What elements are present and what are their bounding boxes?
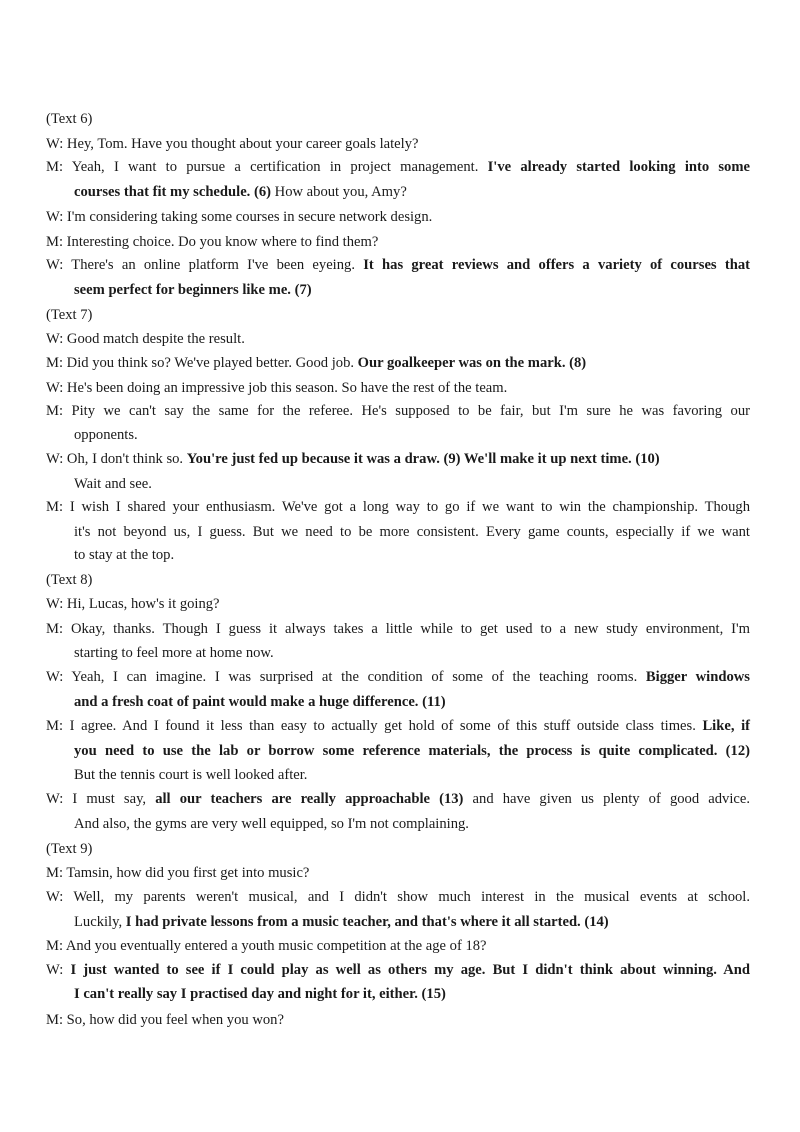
answer-text: It has great reviews and offers a variety of courses that xyxy=(363,257,750,273)
dialogue-text: M: Did you think so? We've played better. Good job. xyxy=(46,355,358,371)
text-line xyxy=(46,717,750,735)
answer-text: you need to use the lab or borrow some reference materials, the process is quite complicated. (12) xyxy=(74,743,750,759)
text-line xyxy=(46,888,750,906)
text-line xyxy=(46,306,92,324)
dialogue-text: it's not beyond us, I guess. But we need to be more consistent. Every game counts, especially if we want xyxy=(74,524,750,540)
text-line xyxy=(46,840,92,858)
dialogue-text: How about you, Amy? xyxy=(271,184,407,200)
dialogue-text: W: xyxy=(46,962,71,978)
dialogue-text: M: Tamsin, how did you first get into music? xyxy=(46,865,310,881)
dialogue-text: W: Oh, I don't think so. xyxy=(46,451,187,467)
dialogue-text: M: And you eventually entered a youth music competition at the age of 18? xyxy=(46,938,487,954)
dialogue-text: to stay at the top. xyxy=(74,547,175,563)
dialogue-text: M: Interesting choice. Do you know where to find them? xyxy=(46,234,379,250)
answer-text: I had private lessons from a music teacher, and that's where it all started. (14) xyxy=(125,914,609,930)
dialogue-text: M: I agree. And I found it less than easy to actually get hold of some of this stuff outside class times. xyxy=(46,718,703,734)
text-line xyxy=(74,693,446,711)
answer-text: courses that fit my schedule. (6) xyxy=(74,184,271,200)
text-line xyxy=(46,595,220,613)
text-line xyxy=(46,668,750,686)
dialogue-text: (Text 8) xyxy=(46,572,93,588)
text-line xyxy=(74,815,469,833)
text-line xyxy=(46,256,750,274)
text-line xyxy=(46,961,750,979)
text-line xyxy=(46,450,660,468)
text-line xyxy=(74,644,274,662)
answer-text: Our goalkeeper was on the mark. (8) xyxy=(357,355,587,371)
dialogue-text: M: So, how did you feel when you won? xyxy=(46,1012,284,1028)
dialogue-text: W: I'm considering taking some courses in secure network design. xyxy=(46,209,433,225)
answer-text: Bigger windows xyxy=(645,669,750,685)
dialogue-text: W: Well, my parents weren't musical, and I didn't show much interest in the musical events at school. xyxy=(46,889,750,905)
dialogue-text: But the tennis court is well looked after. xyxy=(74,767,308,783)
dialogue-text: M: Pity we can't say the same for the referee. He's supposed to be fair, but I'm sure he was favoring our xyxy=(46,403,750,419)
text-line xyxy=(46,937,487,955)
dialogue-text: W: Good match despite the result. xyxy=(46,331,245,347)
dialogue-text: Luckily, xyxy=(74,914,126,930)
text-line xyxy=(46,620,750,638)
text-line xyxy=(46,110,92,128)
text-line xyxy=(74,426,138,444)
answer-text: I can't really say I practised day and night for it, either. (15) xyxy=(74,986,446,1002)
dialogue-text: Wait and see. xyxy=(74,476,152,492)
dialogue-text: and have given us plenty of good advice. xyxy=(463,791,750,807)
dialogue-text: W: There's an online platform I've been eyeing. xyxy=(46,257,364,273)
dialogue-text: W: I must say, xyxy=(46,791,156,807)
text-line xyxy=(74,183,407,201)
answer-text: all our teachers are really approachable (13) xyxy=(155,791,464,807)
answer-text: Like, if xyxy=(702,718,750,734)
text-line xyxy=(46,864,309,882)
text-line xyxy=(74,523,750,541)
text-line xyxy=(46,790,750,808)
dialogue-text: M: Yeah, I want to pursue a certification in project management. xyxy=(46,159,488,175)
answer-text: and a fresh coat of paint would make a huge difference. (11) xyxy=(74,694,446,710)
dialogue-text: M: Okay, thanks. Though I guess it always takes a little while to get used to a new study environment, I'm xyxy=(46,621,750,637)
dialogue-text: W: Yeah, I can imagine. I was surprised at the condition of some of the teaching rooms. xyxy=(46,669,646,685)
dialogue-text: (Text 7) xyxy=(46,307,93,323)
dialogue-text: W: Hey, Tom. Have you thought about your career goals lately? xyxy=(46,136,419,152)
text-line xyxy=(74,766,307,784)
answer-text: I've already started looking into some xyxy=(487,159,750,175)
dialogue-text: opponents. xyxy=(74,427,138,443)
text-line xyxy=(46,135,419,153)
text-line xyxy=(74,281,312,299)
dialogue-text: (Text 9) xyxy=(46,841,93,857)
answer-text: You're just fed up because it was a draw. (9) We'll make it up next time. (10) xyxy=(186,451,660,467)
dialogue-text: starting to feel more at home now. xyxy=(74,645,274,661)
text-line xyxy=(74,546,174,564)
answer-text: I just wanted to see if I could play as well as others my age. But I didn't think about winning. And xyxy=(70,962,751,978)
answer-text: seem perfect for beginners like me. (7) xyxy=(74,282,312,298)
text-line xyxy=(74,913,609,931)
text-line xyxy=(46,330,245,348)
text-line xyxy=(46,1011,284,1029)
dialogue-text: W: Hi, Lucas, how's it going? xyxy=(46,596,220,612)
text-line xyxy=(46,571,92,589)
text-line xyxy=(46,158,750,176)
text-line xyxy=(46,379,507,397)
text-line xyxy=(74,475,152,493)
dialogue-text: W: He's been doing an impressive job this season. So have the rest of the team. xyxy=(46,380,508,396)
text-line xyxy=(74,742,750,760)
dialogue-text: And also, the gyms are very well equipped, so I'm not complaining. xyxy=(74,816,469,832)
dialogue-text: M: I wish I shared your enthusiasm. We've got a long way to go if we want to win the championship. Though xyxy=(46,499,750,515)
text-line xyxy=(74,985,446,1003)
text-line xyxy=(46,233,378,251)
text-line xyxy=(46,402,750,420)
text-line xyxy=(46,208,432,226)
text-line xyxy=(46,498,750,516)
dialogue-text: (Text 6) xyxy=(46,111,93,127)
text-line xyxy=(46,354,586,372)
